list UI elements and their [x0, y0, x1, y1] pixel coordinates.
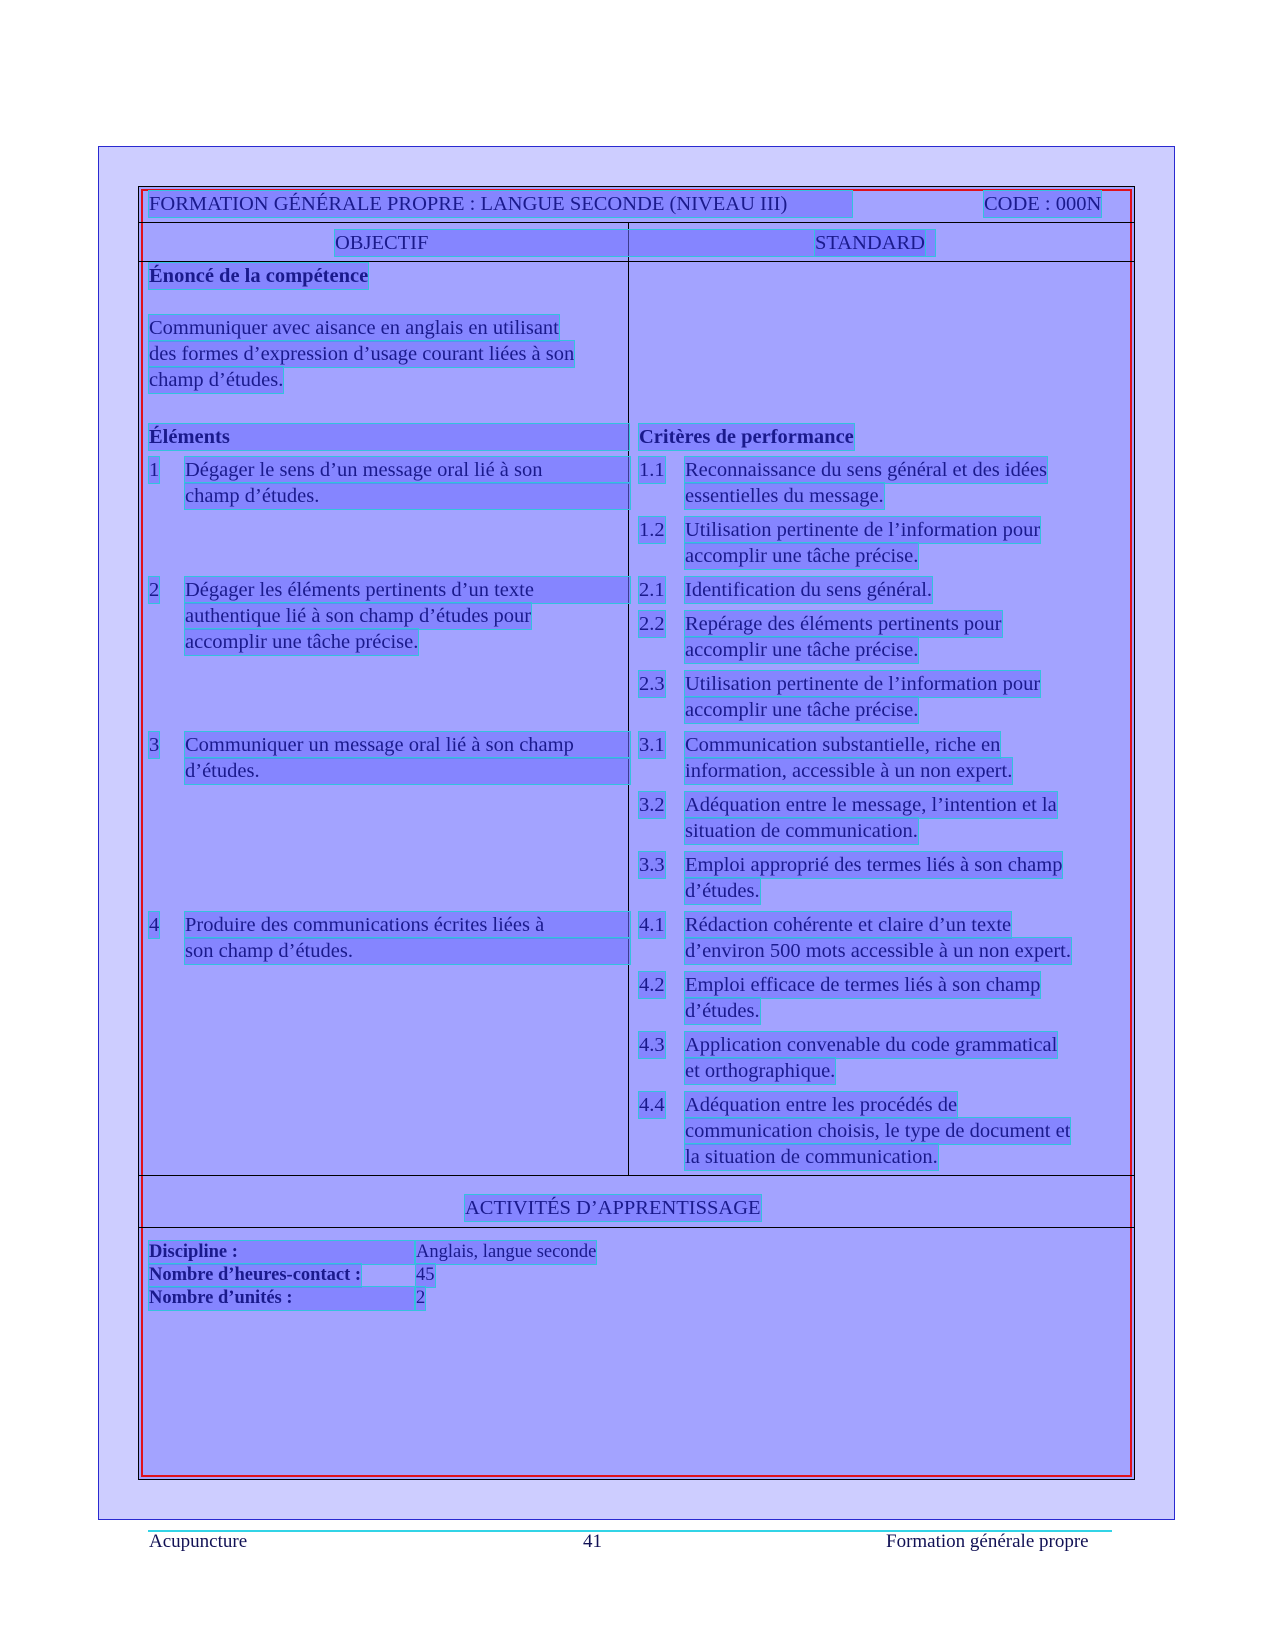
criterion-number: 4.1: [639, 914, 665, 936]
competence-line: champ d’études.: [149, 369, 284, 391]
criterion-text: Adéquation entre les procédés de: [685, 1094, 958, 1116]
criterion-text: la situation de communication.: [685, 1146, 938, 1168]
competence-line: des formes d’expression d’usage courant liées à son: [149, 343, 575, 365]
criterion-number: 4.3: [639, 1034, 665, 1056]
criterion-number: 1.2: [639, 519, 665, 541]
element-text: Dégager le sens d’un message oral lié à son: [185, 457, 630, 483]
activity-value: 45: [416, 1265, 435, 1285]
activity-label: Nombre d’heures-contact :: [149, 1265, 362, 1285]
criterion-number: 4.2: [639, 974, 665, 996]
form-title: FORMATION GÉNÉRALE PROPRE : LANGUE SECONDE (NIVEAU III): [149, 191, 852, 217]
criterion-text: et orthographique.: [685, 1060, 836, 1082]
element-text: d’études.: [185, 758, 630, 784]
criterion-text: accomplir une tâche précise.: [685, 699, 919, 721]
competence-line: Communiquer avec aisance en anglais en utilisant: [149, 317, 559, 339]
criteria-heading: Critères de performance: [639, 426, 854, 448]
competence-heading: Énoncé de la compétence: [149, 265, 369, 287]
column-header-standard: STANDARD: [815, 232, 925, 254]
elements-heading: Éléments: [149, 424, 629, 450]
footer-right: Formation générale propre: [886, 1531, 1089, 1552]
criterion-number: 1.1: [639, 459, 665, 481]
element-text: accomplir une tâche précise.: [185, 631, 419, 653]
criterion-text: Emploi efficace de termes liés à son champ: [685, 974, 1041, 996]
form-code: CODE : 000N: [984, 193, 1102, 215]
criterion-number: 3.3: [639, 854, 665, 876]
criterion-text: communication choisis, le type de document et: [685, 1120, 1071, 1142]
activities-heading: ACTIVITÉS D’APPRENTISSAGE: [465, 1197, 761, 1219]
element-number: 1: [149, 459, 160, 481]
criterion-text: Application convenable du code grammatical: [685, 1034, 1058, 1056]
criterion-text: essentielles du message.: [685, 485, 884, 507]
criterion-text: information, accessible à un non expert.: [685, 760, 1013, 782]
element-text: Communiquer un message oral lié à son champ: [185, 732, 630, 758]
criterion-text: d’études.: [685, 880, 760, 902]
criterion-text: d’environ 500 mots accessible à un non expert.: [685, 940, 1071, 962]
criterion-text: Repérage des éléments pertinents pour: [685, 613, 1002, 635]
element-text: champ d’études.: [185, 483, 630, 509]
criterion-number: 3.2: [639, 794, 665, 816]
criterion-text: Emploi approprié des termes liés à son champ: [685, 854, 1063, 876]
criterion-number: 2.3: [639, 673, 665, 695]
criterion-text: Utilisation pertinente de l’information pour: [685, 673, 1041, 695]
criterion-text: accomplir une tâche précise.: [685, 639, 919, 661]
footer-left: Acupuncture: [149, 1531, 248, 1552]
column-header-objectif: OBJECTIF: [335, 230, 935, 256]
criterion-text: Reconnaissance du sens général et des idées: [685, 459, 1048, 481]
criterion-text: Utilisation pertinente de l’information pour: [685, 519, 1041, 541]
criterion-number: 2.2: [639, 613, 665, 635]
page-number: 41: [583, 1531, 602, 1552]
criterion-text: Adéquation entre le message, l’intention et la: [685, 794, 1057, 816]
element-text: son champ d’études.: [185, 938, 630, 964]
criterion-number: 4.4: [639, 1094, 665, 1116]
activity-label: Discipline :: [149, 1241, 414, 1264]
criterion-number: 2.1: [639, 579, 665, 601]
activity-value: 2: [416, 1288, 426, 1308]
activity-value: Anglais, langue seconde: [416, 1242, 597, 1262]
column-divider: [628, 222, 629, 1175]
activities-top-divider: [139, 1175, 1135, 1176]
activity-label: Nombre d’unités :: [149, 1287, 414, 1310]
criterion-text: Communication substantielle, riche en: [685, 734, 1001, 756]
criterion-text: Identification du sens général.: [685, 579, 933, 601]
element-text: authentique lié à son champ d’études pour: [185, 605, 532, 627]
element-number: 3: [149, 734, 160, 756]
element-number: 2: [149, 579, 160, 601]
criterion-text: Rédaction cohérente et claire d’un texte: [685, 914, 1012, 936]
element-text: Dégager les éléments pertinents d’un texte: [185, 577, 630, 603]
element-text: Produire des communications écrites liées à: [185, 912, 630, 938]
activities-bottom-divider: [139, 1227, 1135, 1228]
header-divider: [139, 222, 1135, 223]
criterion-number: 3.1: [639, 734, 665, 756]
criterion-text: situation de communication.: [685, 820, 918, 842]
criterion-text: d’études.: [685, 1000, 760, 1022]
columns-divider: [139, 261, 1135, 262]
element-number: 4: [149, 914, 160, 936]
criterion-text: accomplir une tâche précise.: [685, 545, 919, 567]
